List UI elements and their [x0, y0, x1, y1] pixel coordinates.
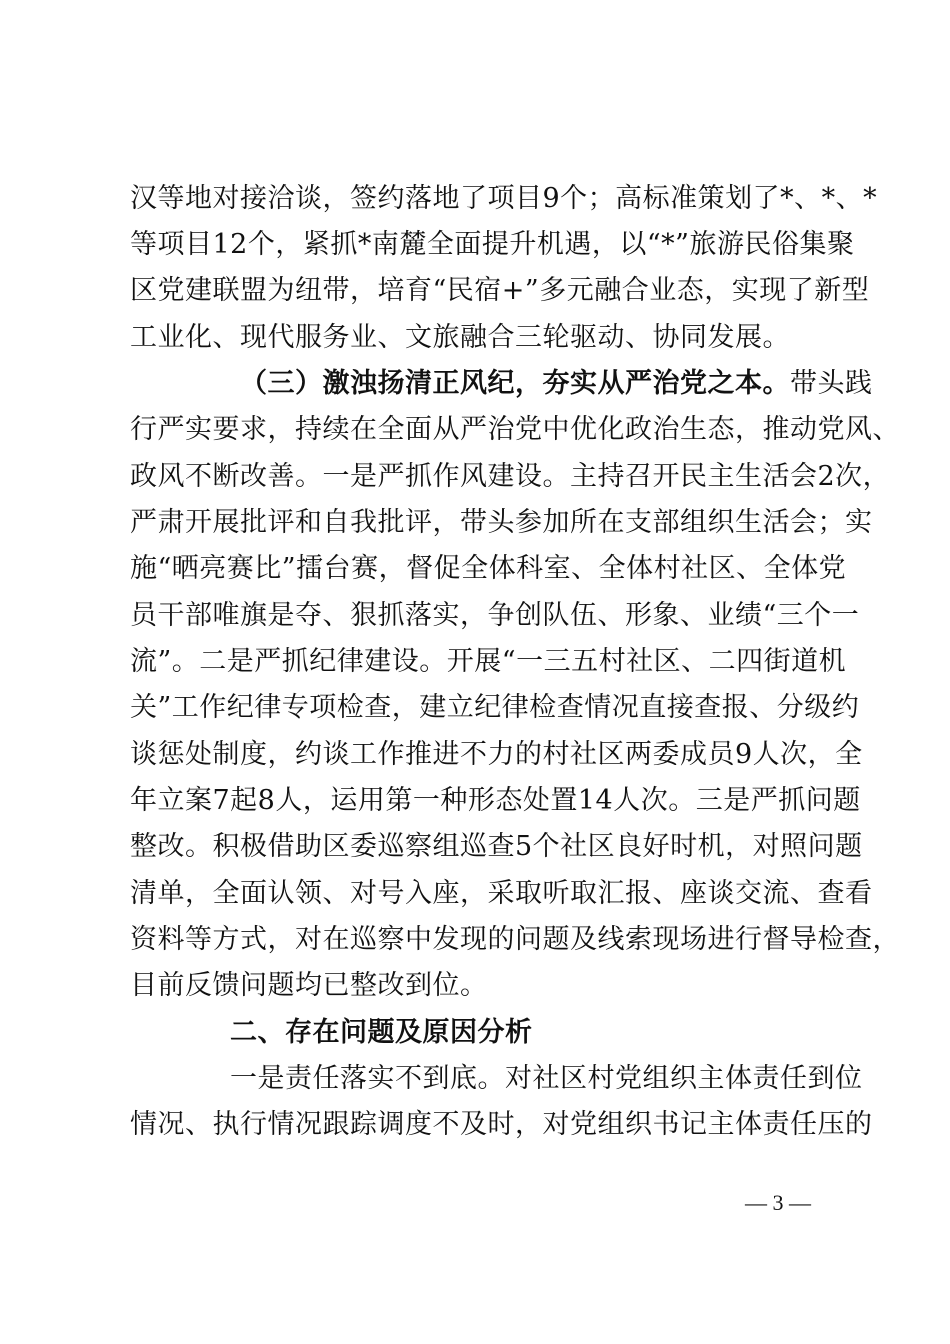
- section-heading: 二、存在问题及原因分析: [230, 1017, 533, 1048]
- body-line: 资料等方式，对在巡察中发现的问题及线索现场进行督导检查，: [130, 924, 900, 955]
- section-title: （三）激浊扬清正风纪，夯实从严治党之本。: [240, 368, 790, 399]
- body-line: 关”工作纪律专项检查，建立纪律检查情况直接查报、分级约: [130, 692, 860, 723]
- body-line: 流”。二是严抓纪律建设。开展“一三五村社区、二四街道机: [130, 646, 847, 677]
- body-line: 区党建联盟为纽带，培育“民宿+”多元融合业态，实现了新型: [130, 275, 870, 306]
- body-line: 严肃开展批评和自我批评，带头参加所在支部组织生活会；实: [130, 507, 873, 538]
- body-line: 情况、执行情况跟踪调度不及时，对党组织书记主体责任压的: [130, 1109, 873, 1140]
- body-line: 施“晒亮赛比”擂台赛，督促全体科室、全体村社区、全体党: [130, 553, 847, 584]
- body-line: 年立案7起8人，运用第一种形态处置14人次。三是严抓问题: [130, 785, 861, 816]
- body-line: 一是责任落实不到底。对社区村党组织主体责任到位: [230, 1063, 863, 1094]
- body-line: 汉等地对接洽谈，签约落地了项目9个；高标准策划了*、*、*: [130, 183, 878, 214]
- body-line: 员干部唯旗是夺、狠抓落实，争创队伍、形象、业绩“三个一: [130, 600, 860, 631]
- body-line: 谈惩处制度，约谈工作推进不力的村社区两委成员9人次，全: [130, 739, 863, 770]
- body-line: 行严实要求，持续在全面从严治党中优化政治生态，推动党风、: [130, 414, 900, 445]
- section-line: （三）激浊扬清正风纪，夯实从严治党之本。带头践: [240, 368, 873, 399]
- body-line: 目前反馈问题均已整改到位。: [130, 970, 488, 1001]
- body-line: 工业化、现代服务业、文旅融合三轮驱动、协同发展。: [130, 322, 790, 353]
- page-number: — 3 —: [745, 1190, 811, 1215]
- body-line: 政风不断改善。一是严抓作风建设。主持召开民主生活会2次，: [130, 461, 891, 492]
- body-line: 等项目12个，紧抓*南麓全面提升机遇，以“*”旅游民俗集聚: [130, 229, 855, 260]
- body-line: 整改。积极借助区委巡察组巡查5个社区良好时机，对照问题: [130, 831, 863, 862]
- body-line: 清单，全面认领、对号入座，采取听取汇报、座谈交流、查看: [130, 878, 873, 909]
